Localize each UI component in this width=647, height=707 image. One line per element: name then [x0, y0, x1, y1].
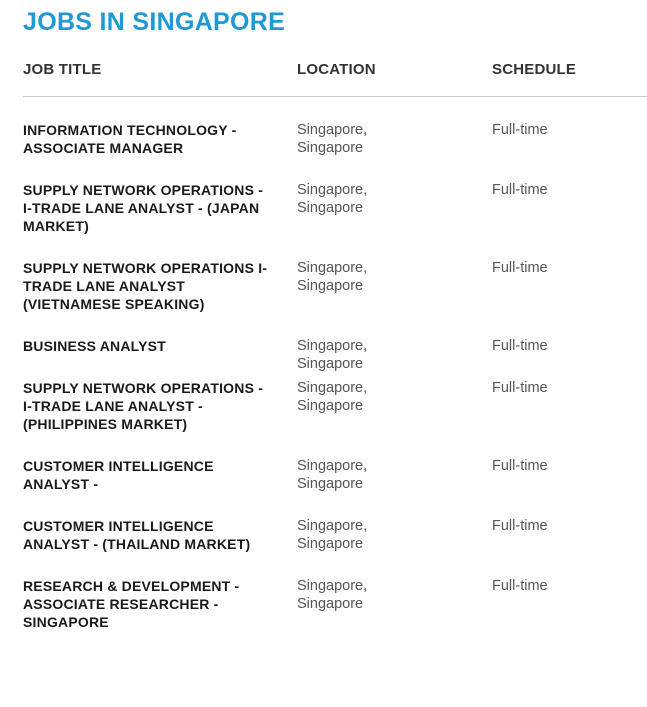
table-row[interactable]	[23, 577, 647, 631]
table-row[interactable]	[23, 457, 647, 493]
job-location: Singapore, Singapore	[297, 380, 368, 414]
job-location: Singapore, Singapore	[297, 578, 368, 612]
job-location: Singapore, Singapore	[297, 518, 368, 552]
job-location: Singapore, Singapore	[297, 458, 368, 492]
job-title-link[interactable]: SUPPLY NETWORK OPERATIONS - I-TRADE LANE ANALYST - (JAPAN MARKET)	[23, 182, 264, 234]
job-title-link[interactable]: SUPPLY NETWORK OPERATIONS - I-TRADE LANE ANALYST - (PHILIPPINES MARKET)	[23, 380, 264, 432]
table-row[interactable]	[23, 181, 647, 235]
job-location: Singapore, Singapore	[297, 182, 368, 216]
table-row[interactable]	[23, 337, 647, 372]
jobs-page	[23, 0, 647, 655]
job-title-link[interactable]: CUSTOMER INTELLIGENCE ANALYST - (THAILAND MARKET)	[23, 518, 251, 552]
job-title-link[interactable]: CUSTOMER INTELLIGENCE ANALYST -	[23, 458, 214, 492]
job-schedule: Full-time	[492, 578, 548, 594]
job-schedule: Full-time	[492, 182, 548, 198]
page-title: JOBS IN SINGAPORE	[23, 8, 286, 36]
column-header-job-title: JOB TITLE	[23, 61, 102, 78]
job-title-link[interactable]: INFORMATION TECHNOLOGY - ASSOCIATE MANAGER	[23, 122, 237, 156]
job-title-link[interactable]: BUSINESS ANALYST	[23, 338, 166, 354]
job-location: Singapore, Singapore	[297, 260, 368, 294]
job-schedule: Full-time	[492, 122, 548, 138]
table-row[interactable]	[23, 517, 647, 553]
column-header-location: LOCATION	[297, 61, 376, 78]
column-header-schedule: SCHEDULE	[492, 61, 577, 78]
job-title-link[interactable]: RESEARCH & DEVELOPMENT - ASSOCIATE RESEARCHER - SINGAPORE	[23, 578, 240, 630]
job-schedule: Full-time	[492, 338, 548, 354]
table-row[interactable]	[23, 379, 647, 433]
table-row[interactable]	[23, 121, 647, 157]
job-location: Singapore, Singapore	[297, 338, 368, 372]
job-schedule: Full-time	[492, 260, 548, 276]
job-schedule: Full-time	[492, 458, 548, 474]
job-title-link[interactable]: SUPPLY NETWORK OPERATIONS I-TRADE LANE ANALYST (VIETNAMESE SPEAKING)	[23, 260, 268, 312]
job-location: Singapore, Singapore	[297, 122, 368, 156]
table-header	[23, 40, 647, 97]
job-schedule: Full-time	[492, 380, 548, 396]
job-schedule: Full-time	[492, 518, 548, 534]
jobs-list	[23, 97, 647, 631]
table-row[interactable]	[23, 259, 647, 313]
